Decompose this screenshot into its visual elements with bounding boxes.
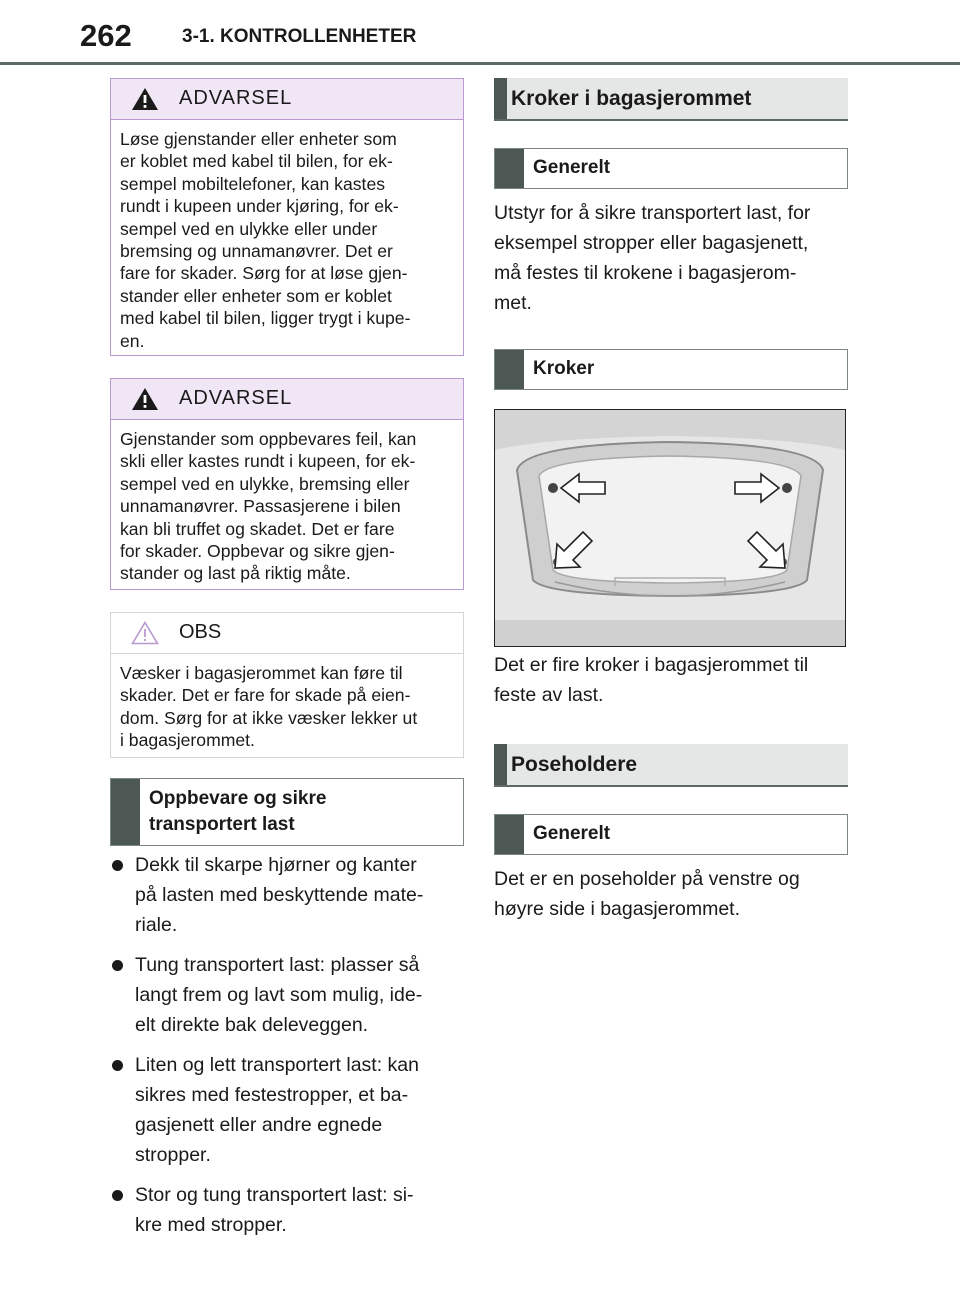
warning-title: ADVARSEL	[179, 87, 293, 109]
warning-box-header	[111, 79, 463, 120]
hook-top-left	[548, 483, 558, 493]
warning-title: ADVARSEL	[179, 387, 293, 409]
warning-text	[111, 120, 463, 362]
trunk-hooks-illustration	[494, 409, 846, 647]
section-title: Kroker i bagasjerommet	[511, 87, 752, 110]
warning-triangle-icon	[131, 387, 159, 411]
text-line: met.	[494, 292, 532, 314]
text-line: med kabel til bilen, ligger trygt i kupe-	[120, 308, 411, 329]
text-line: eksempel stropper eller bagasjenett,	[494, 232, 809, 254]
title-line: Oppbevare og sikre	[149, 788, 327, 809]
warning-box-1	[110, 78, 464, 356]
cargo-bullet-list	[110, 850, 466, 1250]
text-line: i bagasjerommet.	[120, 730, 255, 751]
list-item	[110, 850, 466, 940]
text-line: på lasten med beskyttende mate-	[135, 884, 424, 906]
text-line: Det er en poseholder på venstre og	[494, 868, 800, 890]
subsection-heading-hooks	[494, 349, 848, 390]
hooks-general-text	[494, 198, 854, 318]
bag-holders-text	[494, 864, 854, 924]
text-line: unnamanøvrer. Passasjerene i bilen	[120, 496, 401, 517]
notice-box	[110, 612, 464, 758]
heading-bar	[111, 779, 140, 845]
warning-triangle-icon	[131, 87, 159, 111]
section-heading-hooks	[494, 78, 848, 121]
subsection-heading-general	[494, 148, 848, 189]
text-line: sikres med festestropper, et ba-	[135, 1084, 409, 1106]
text-line: elt direkte bak deleveggen.	[135, 1014, 369, 1036]
warning-text	[111, 420, 463, 595]
text-line: fare for skader. Sørg for at løse gjen-	[120, 263, 408, 284]
text-line: rundt i kupeen under kjøring, for ek-	[120, 196, 399, 217]
text-line: riale.	[135, 914, 178, 936]
subsection-title: Generelt	[533, 823, 611, 844]
text-line: sempel ved en ulykke eller under	[120, 218, 378, 239]
text-line: stander og last på riktig måte.	[120, 563, 351, 584]
text-line: stander eller enheter som er koblet	[120, 285, 392, 306]
heading-bar	[494, 744, 507, 785]
text-line: feste av last.	[494, 684, 604, 706]
chapter-title: 3-1. KONTROLLENHETER	[182, 26, 417, 47]
section-heading-bag-holders	[494, 744, 848, 787]
text-line: høyre side i bagasjerommet.	[494, 898, 741, 920]
hooks-count-text	[494, 650, 854, 710]
text-line: sempel mobiltelefoner, kan kastes	[120, 173, 386, 194]
text-line: Væsker i bagasjerommet kan føre til	[120, 663, 403, 683]
text-line: Gjenstander som oppbevares feil, kan	[120, 429, 417, 449]
text-line: skli eller kastes rundt i kupeen, for ek-	[120, 451, 416, 472]
section-title: Poseholdere	[511, 753, 638, 776]
subsection-heading-store-cargo	[110, 778, 464, 846]
subsection-title: Generelt	[533, 157, 611, 178]
text-line: kan bli truffet og skadet. Det er fare	[120, 518, 395, 539]
warning-box-header	[111, 379, 463, 420]
notice-box-header	[111, 613, 463, 654]
text-line: Tung transportert last: plasser så	[135, 954, 420, 976]
trunk-drawing	[495, 410, 845, 646]
text-line: stropper.	[135, 1144, 211, 1166]
text-line: må festes til krokene i bagasjerom-	[494, 262, 797, 284]
heading-bar	[495, 815, 524, 854]
list-item	[110, 1180, 466, 1240]
notice-text	[111, 654, 463, 762]
text-line: bremsing og unnamanøvrer. Det er	[120, 241, 393, 262]
text-line: gasjenett eller andre egnede	[135, 1114, 383, 1136]
text-line: kre med stropper.	[135, 1214, 287, 1236]
text-line: er koblet med kabel til bilen, for ek-	[120, 151, 393, 172]
header-rule	[0, 62, 960, 65]
caution-triangle-outline-icon	[131, 621, 159, 645]
warning-box-2	[110, 378, 464, 590]
title-line: transportert last	[149, 814, 295, 835]
hook-top-right	[782, 483, 792, 493]
text-line: Løse gjenstander eller enheter som	[120, 129, 397, 149]
list-item	[110, 950, 466, 1040]
text-line: dom. Sørg for at ikke væsker lekker ut	[120, 707, 418, 728]
text-line: Stor og tung transportert last: si-	[135, 1184, 414, 1206]
text-line: langt frem og lavt som mulig, ide-	[135, 984, 423, 1006]
heading-bar	[494, 78, 507, 119]
notice-title: OBS	[179, 621, 222, 643]
subsection-title	[149, 786, 326, 838]
text-line: Dekk til skarpe hjørner og kanter	[135, 854, 417, 876]
text-line: en.	[120, 330, 145, 351]
text-line: Utstyr for å sikre transportert last, for	[494, 202, 811, 224]
page-header	[0, 0, 960, 64]
page-number: 262	[80, 18, 132, 53]
text-line: Liten og lett transportert last: kan	[135, 1054, 419, 1076]
subsection-heading-general	[494, 814, 848, 855]
heading-bar	[495, 350, 524, 389]
heading-bar	[495, 149, 524, 188]
text-line: for skader. Oppbevar og sikre gjen-	[120, 541, 395, 562]
text-line: skader. Det er fare for skade på eien-	[120, 685, 411, 706]
list-item	[110, 1050, 466, 1170]
text-line: sempel ved en ulykke, bremsing eller	[120, 473, 410, 494]
text-line: Det er fire kroker i bagasjerommet til	[494, 654, 809, 676]
subsection-title: Kroker	[533, 358, 595, 379]
